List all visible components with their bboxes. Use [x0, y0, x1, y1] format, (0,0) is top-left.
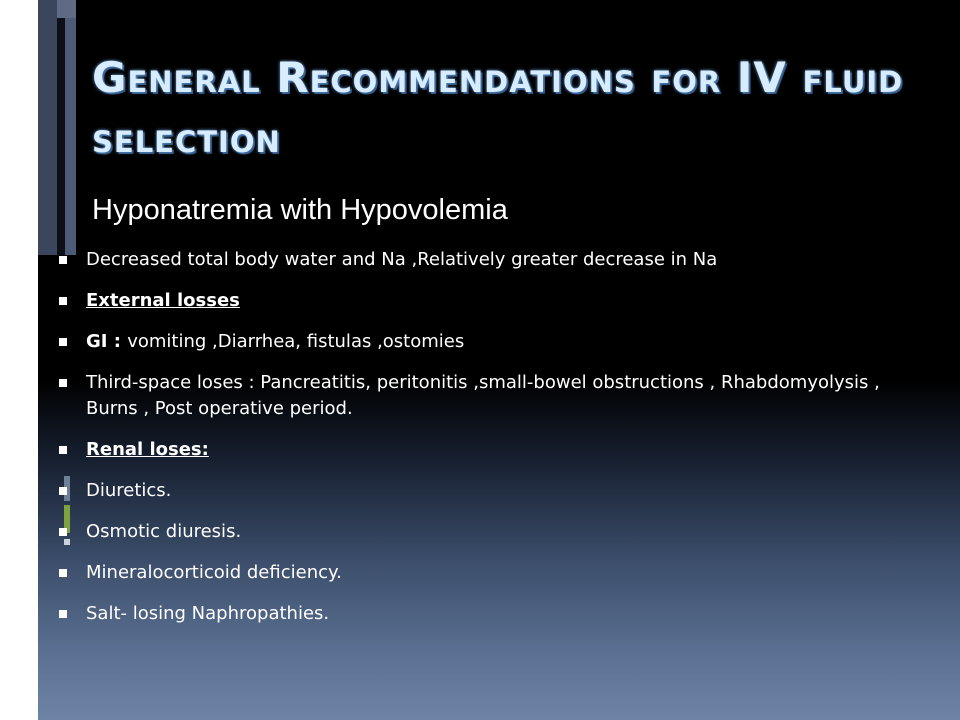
bullet-text: Third-space loses : Pancreatitis, peritonitis ,small-bowel obstructions , Rhabdomyolysis , Burns , Post operative period.: [86, 372, 880, 419]
bullet-heading: Renal loses:: [86, 439, 209, 460]
bullet-text: Salt- losing Naphropathies.: [86, 603, 330, 624]
bullet-item: [58, 247, 918, 273]
square-bullet-icon: [59, 256, 67, 264]
bullet-text: Diuretics.: [86, 480, 172, 501]
decorative-bar: [57, 0, 76, 18]
decorative-bar: [57, 0, 65, 255]
bullet-item: [58, 370, 918, 422]
bullet-item: [58, 519, 918, 545]
decorative-bar: [38, 0, 57, 255]
bullet-item: [58, 329, 918, 355]
square-bullet-icon: [59, 569, 67, 577]
bullet-text: Decreased total body water and Na ,Relatively greater decrease in Na: [86, 249, 718, 270]
square-bullet-icon: [59, 610, 67, 618]
slide-subtitle: Hyponatremia with Hypovolemia: [92, 194, 508, 226]
bullet-list: [58, 247, 918, 642]
bullet-item: [58, 478, 918, 504]
square-bullet-icon: [59, 528, 67, 536]
square-bullet-icon: [59, 379, 67, 387]
bullet-item: [58, 288, 918, 314]
square-bullet-icon: [59, 487, 67, 495]
square-bullet-icon: [59, 297, 67, 305]
bullet-text: vomiting ,Diarrhea, fistulas ,ostomies: [127, 331, 465, 352]
slide-title: General Recommendations for IV fluid selection: [92, 53, 904, 162]
bullet-item: [58, 560, 918, 586]
bullet-item: [58, 437, 918, 463]
left-white-band: [0, 0, 38, 720]
square-bullet-icon: [59, 446, 67, 454]
bullet-text: Mineralocorticoid deficiency.: [86, 562, 342, 583]
bullet-prefix: GI :: [86, 331, 128, 352]
bullet-text: Osmotic diuresis.: [86, 521, 242, 542]
bullet-item: [58, 601, 918, 627]
bullet-heading: External losses: [86, 290, 240, 311]
decorative-bar: [65, 0, 76, 255]
square-bullet-icon: [59, 338, 67, 346]
